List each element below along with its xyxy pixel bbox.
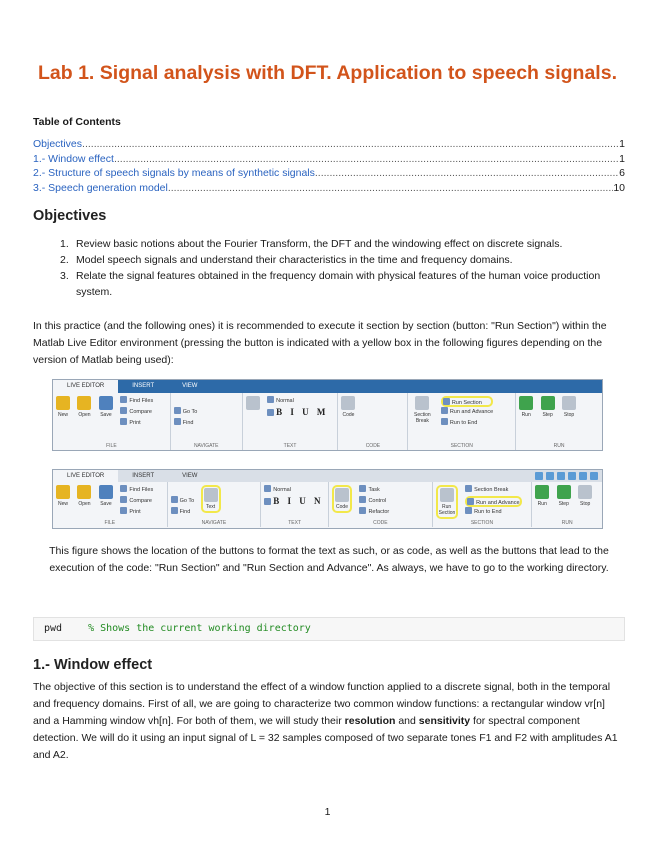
print-item: Print <box>120 418 153 429</box>
toc-page: 1 <box>619 138 625 150</box>
run-section-button: Run Section <box>436 485 458 519</box>
run-and-advance-item: Run and Advance <box>465 496 521 507</box>
section-break-icon <box>415 396 429 410</box>
toc-link-objectives[interactable] <box>33 137 625 152</box>
folder-icon <box>77 396 91 410</box>
tab-live-editor: LIVE EDITOR <box>53 380 118 393</box>
compare-item: Compare <box>120 407 153 418</box>
text-rows <box>264 485 323 507</box>
toc-page: 10 <box>613 181 625 194</box>
item-number: 3. <box>60 270 69 282</box>
nav-rows <box>174 407 198 429</box>
toc-link-speech-model[interactable] <box>33 181 625 196</box>
paragraph-text: a rectangular window vr[n] and a Hamming window vh[n]. For both of them, we will study their <box>33 698 605 727</box>
go-to-item: Go To <box>174 407 198 418</box>
format-item: B I U M <box>267 407 328 418</box>
group-label: FILE <box>106 443 117 449</box>
save-icon <box>99 485 113 499</box>
item-text: Model speech signals and understand their characteristics in the time and frequency domains. <box>76 254 513 266</box>
page-number: 1 <box>324 806 331 818</box>
document-title: Lab 1. Signal analysis with DFT. Application to speech signals. <box>38 62 617 84</box>
section1-paragraph: The objective of this section is to understand the effect of a window function applied to a discrete signal, both in the temporal and frequency domains. First of all, we are going to characterize two common window functions: a rectangular window vr[n] and a Hamming window vh[n]. For both of them, we will study their resolution and sensitivity for spectral component detection. We will do it using an input signal of L = 32 samples composed of two separate tones F1 and F2 with amplitudes A1 and A2. <box>33 681 618 761</box>
code-block[interactable] <box>33 617 625 641</box>
group-label: SECTION <box>450 443 473 449</box>
toc-label: 2.- Structure of speech signals by means of synthetic signals <box>33 167 315 179</box>
run-to-end-item: Run to End <box>441 418 493 429</box>
ribbon-tabbar <box>53 380 602 393</box>
tab-insert: INSERT <box>132 383 155 389</box>
group-label: NAVIGATE <box>193 443 219 449</box>
code-button: Code <box>332 485 352 513</box>
text-rows <box>267 396 328 418</box>
group-label: RUN <box>553 443 565 449</box>
tab-live-editor: LIVE EDITOR <box>53 470 118 482</box>
paragraph-text: The objective of this section is to understand the effect of a window function applied to a discrete signal, both in the temporal and frequency domains. First of all, we are going to characterize two common window functions: <box>33 681 611 710</box>
run-section-item: Run Section <box>441 396 493 407</box>
folder-icon <box>77 485 91 499</box>
file-rows <box>120 485 153 518</box>
text-button: Text <box>201 485 221 513</box>
item-number: 2. <box>60 254 69 266</box>
stop-button: Stop <box>562 396 576 418</box>
refactor-item: Refactor <box>359 507 389 518</box>
list-item <box>60 236 630 252</box>
code-command: pwd <box>44 623 63 634</box>
text-button <box>246 396 260 412</box>
run-group <box>516 393 602 450</box>
navigate-group <box>171 393 243 450</box>
run-button: Run <box>519 396 533 418</box>
text-group <box>261 482 329 527</box>
tab-insert: INSERT <box>132 473 155 479</box>
run-group <box>532 482 602 527</box>
group-label: FILE <box>104 520 116 526</box>
control-item: Control <box>359 496 389 507</box>
stop-button: Stop <box>578 485 592 507</box>
new-button: New <box>56 396 70 418</box>
find-item: Find <box>171 507 195 518</box>
table-of-contents <box>33 137 625 195</box>
section-break-item: Section Break <box>465 485 521 496</box>
code-button: Code <box>341 396 355 418</box>
find-item: Find <box>174 418 198 429</box>
toc-page: 1 <box>619 152 625 165</box>
group-label: TEXT <box>283 443 297 449</box>
find-files-item: Find Files <box>120 485 153 496</box>
tab-view: VIEW <box>182 383 198 389</box>
run-button: Run <box>535 485 549 507</box>
nav-rows <box>171 496 195 518</box>
section-rows <box>465 485 521 518</box>
code-rows <box>359 485 389 518</box>
toc-label: 3.- Speech generation model <box>33 181 168 194</box>
item-text: Relate the signal features obtained in the frequency domain with physical features of the human voice production system. <box>76 270 601 298</box>
section-break-button: Section Break <box>411 396 433 424</box>
toc-heading: Table of Contents <box>33 116 121 128</box>
group-label: RUN <box>561 520 573 526</box>
bold-term: sensitivity <box>418 715 471 727</box>
print-item: Print <box>120 507 153 518</box>
run-to-end-item: Run to End <box>465 507 521 518</box>
new-icon <box>56 396 70 410</box>
toc-page: 6 <box>619 167 625 179</box>
item-number: 1. <box>60 238 69 250</box>
group-label: TEXT <box>288 520 301 526</box>
ribbon-tabbar <box>53 470 602 482</box>
code-group <box>329 482 433 527</box>
file-rows <box>120 396 153 429</box>
new-icon <box>56 485 70 499</box>
code-icon <box>335 488 349 502</box>
ribbon-screenshot-new <box>52 379 603 451</box>
compare-item: Compare <box>120 496 153 507</box>
save-button: Save <box>99 485 113 507</box>
save-icon <box>99 396 113 410</box>
section-group <box>433 482 533 527</box>
tab-view: VIEW <box>182 473 198 479</box>
open-button: Open <box>77 396 91 418</box>
step-button: Step <box>557 485 571 507</box>
run-section-icon <box>440 488 454 502</box>
text-icon <box>204 488 218 502</box>
code-group <box>338 393 408 450</box>
run-icon <box>535 485 549 499</box>
navigate-group <box>168 482 262 527</box>
task-item: Task <box>359 485 389 496</box>
intro-paragraph: In this practice (and the following ones) it is recommended to execute it section by section (button: "Run Section") within the Matlab Live Editor environment (pressing the button is indicated with a yellow box in the following figures depending on the version of Matlab being used): <box>33 320 607 366</box>
section-rows <box>441 396 493 429</box>
format-item: B I U N <box>264 496 323 507</box>
group-label: NAVIGATE <box>201 520 227 526</box>
item-text: Review basic notions about the Fourier Transform, the DFT and the windowing effect on discrete signals. <box>76 238 563 250</box>
new-button: New <box>56 485 70 507</box>
list-item <box>60 268 630 300</box>
toc-label: 1.- Window effect <box>33 152 114 165</box>
objectives-list <box>60 236 630 300</box>
code-comment: % Shows the current working directory <box>88 623 311 634</box>
quick-access-toolbar <box>535 470 602 482</box>
text-group <box>243 393 339 450</box>
group-label: SECTION <box>470 520 494 526</box>
text-icon <box>246 396 260 410</box>
section-group <box>408 393 516 450</box>
ribbon-screenshot-old <box>52 469 603 529</box>
save-button: Save <box>99 396 113 418</box>
bold-term: resolution <box>344 715 396 727</box>
objectives-heading: Objectives <box>33 208 107 224</box>
code-icon <box>341 396 355 410</box>
open-button: Open <box>77 485 91 507</box>
list-item <box>60 252 630 268</box>
normal-style-item: Normal <box>264 485 323 496</box>
toc-link-structure[interactable] <box>33 166 625 181</box>
step-icon <box>557 485 571 499</box>
stop-icon <box>578 485 592 499</box>
run-and-advance-item: Run and Advance <box>441 407 493 418</box>
run-icon <box>519 396 533 410</box>
stop-icon <box>562 396 576 410</box>
normal-style-item: Normal <box>267 396 328 407</box>
group-label: CODE <box>365 443 381 449</box>
step-icon <box>541 396 555 410</box>
toc-label: Objectives <box>33 138 83 150</box>
file-group <box>53 393 171 450</box>
file-group <box>53 482 168 527</box>
section1-heading: 1.- Window effect <box>33 657 153 673</box>
figure-caption: This figure shows the location of the buttons to format the text as such, or as code, as well as the buttons that lead to the execution of the code: "Run Section" and "Run Section and Advance". As always, we have to go to the working directory. <box>49 545 609 574</box>
go-to-item: Go To <box>171 496 195 507</box>
toc-link-window-effect[interactable] <box>33 152 625 167</box>
group-label: CODE <box>373 520 388 526</box>
step-button: Step <box>541 396 555 418</box>
find-files-item: Find Files <box>120 396 153 407</box>
